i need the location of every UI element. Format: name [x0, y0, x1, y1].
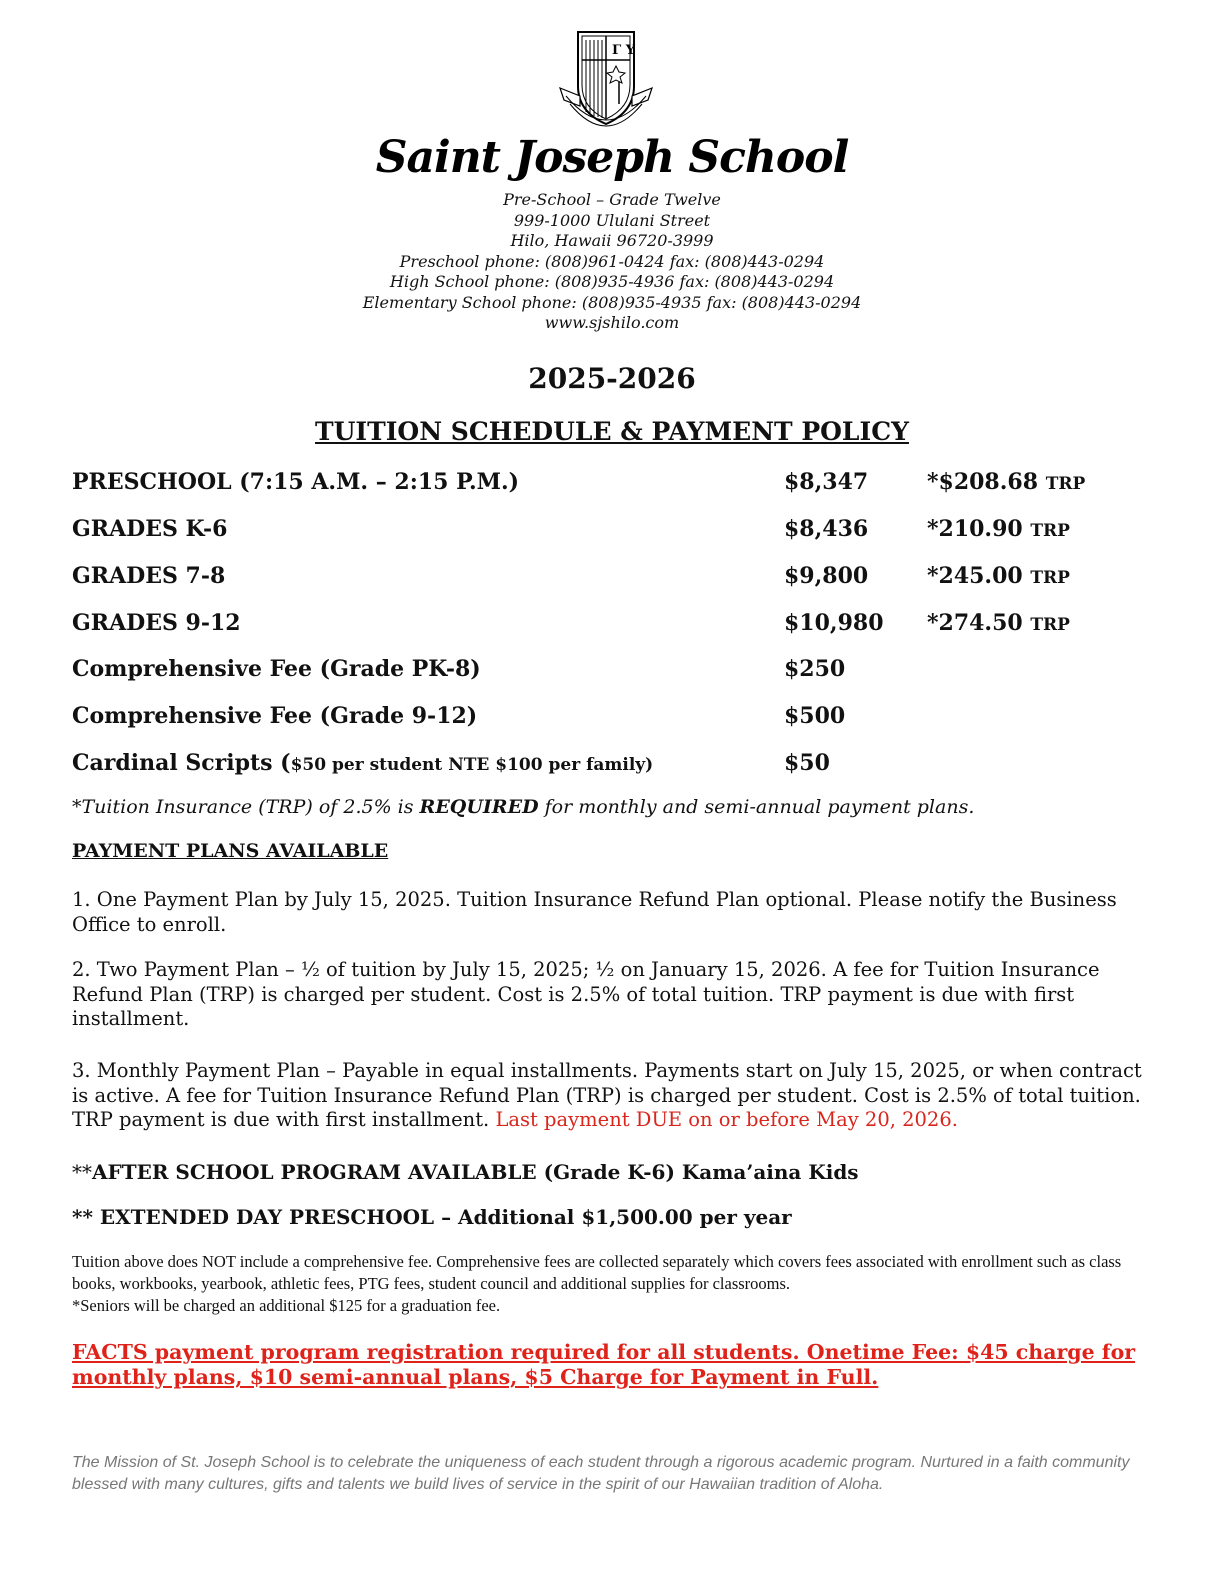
plan-two: 2. Two Payment Plan – ½ of tuition by July 15, 2025; ½ on January 15, 2026. A fee for Tuition Insurance Refund Plan (TRP) is charged per student. Cost is 2.5% of total tuition. TRP payment is due with first installment. — [72, 958, 1100, 1030]
school-name: Saint Joseph School — [375, 132, 849, 183]
tuition-row — [72, 469, 1172, 501]
trp-amount: *245.00 TRP — [927, 563, 1070, 589]
plan-three: 3. Monthly Payment Plan – Payable in equal installments. Payments start on July 15, 2025, or when contract is active. A fee for Tuition Insurance Refund Plan (TRP) is charged per student. Cost is 2.5% of total tuition. TRP payment is due with first installment. Last payment DUE on or before May 20, 2026. — [72, 1059, 1142, 1131]
fee-label: Comprehensive Fee (Grade 9-12) — [72, 703, 478, 729]
school-crest-icon — [556, 26, 656, 132]
tuition-row — [72, 516, 1172, 548]
fee-amount: $50 — [784, 750, 830, 776]
trp-amount: *274.50 TRP — [927, 610, 1070, 636]
tuition-row — [72, 610, 1172, 642]
last-payment-due: Last payment DUE on or before May 20, 2026. — [495, 1108, 958, 1131]
mission-statement: The Mission of St. Joseph School is to celebrate the uniqueness of each student through a rigorous academic program. Nurtured in a faith community blessed with many cultures, gifts and talents we build lives of service in the spirit of our Hawaiian tradition of Aloha. — [72, 1454, 1130, 1493]
comprehensive-fee-note: Tuition above does NOT include a comprehensive fee. Comprehensive fees are collected separately which covers fees associated with enrollment such as class books, workbooks, yearbook, athletic fees, PTG fees, student council and additional supplies for classrooms. *Seniors will be charged an additional $125 for a graduation fee. — [72, 1252, 1122, 1315]
fee-label: Comprehensive Fee (Grade PK-8) — [72, 656, 481, 682]
elementary-phone: Elementary School phone: (808)935-4935 fax: (808)443-0294 — [362, 292, 862, 312]
street-address: 999-1000 Ululani Street — [513, 210, 711, 230]
fee-label: Cardinal Scripts ($50 per student NTE $100 per family) — [72, 750, 654, 776]
tuition-label: PRESCHOOL (7:15 A.M. – 2:15 P.M.) — [72, 469, 520, 495]
seniors-note: *Seniors will be charged an additional $125 for a graduation fee. — [72, 1296, 501, 1315]
tuition-amount: $9,800 — [784, 563, 869, 589]
trp-note: *Tuition Insurance (TRP) of 2.5% is REQUIRED for monthly and semi-annual payment plans. — [72, 796, 975, 818]
trp-amount: *210.90 TRP — [927, 516, 1070, 542]
policy-title: TUITION SCHEDULE & PAYMENT POLICY — [315, 417, 909, 446]
fee-row — [72, 750, 1172, 782]
grades-range: Pre-School – Grade Twelve — [503, 190, 721, 209]
school-year: 2025-2026 — [528, 362, 696, 395]
tuition-label: GRADES K-6 — [72, 516, 228, 542]
fee-row — [72, 703, 1172, 735]
payment-plans-heading: PAYMENT PLANS AVAILABLE — [72, 840, 389, 862]
fee-row — [72, 656, 1172, 688]
tuition-amount: $8,436 — [784, 516, 869, 542]
tuition-amount: $8,347 — [784, 469, 869, 495]
after-school-program: **AFTER SCHOOL PROGRAM AVAILABLE (Grade K-6) Kama’aina Kids — [72, 1160, 859, 1184]
preschool-phone: Preschool phone: (808)961-0424 fax: (808)443-0294 — [399, 251, 825, 271]
website-link[interactable]: www.sjshilo.com — [544, 313, 680, 332]
plan-one: 1. One Payment Plan by July 15, 2025. Tuition Insurance Refund Plan optional. Please notify the Business Office to enroll. — [72, 888, 1117, 936]
fee-amount: $250 — [784, 656, 846, 682]
tuition-amount: $10,980 — [784, 610, 884, 636]
crest-letters: Γ Y — [612, 43, 636, 58]
extended-day-preschool: ** EXTENDED DAY PRESCHOOL – Additional $1,500.00 per year — [72, 1205, 792, 1229]
tuition-label: GRADES 9-12 — [72, 610, 241, 636]
facts-notice: FACTS payment program registration required for all students. Onetime Fee: $45 charge for monthly plans, $10 semi-annual plans, $5 Charge for Payment in Full. — [72, 1340, 1136, 1389]
tuition-label: GRADES 7-8 — [72, 563, 226, 589]
city-address: Hilo, Hawaii 96720-3999 — [510, 231, 714, 250]
tuition-row — [72, 563, 1172, 595]
fee-amount: $500 — [784, 703, 846, 729]
trp-amount: *$208.68 TRP — [927, 469, 1086, 495]
highschool-phone: High School phone: (808)935-4936 fax: (808)443-0294 — [389, 272, 835, 291]
